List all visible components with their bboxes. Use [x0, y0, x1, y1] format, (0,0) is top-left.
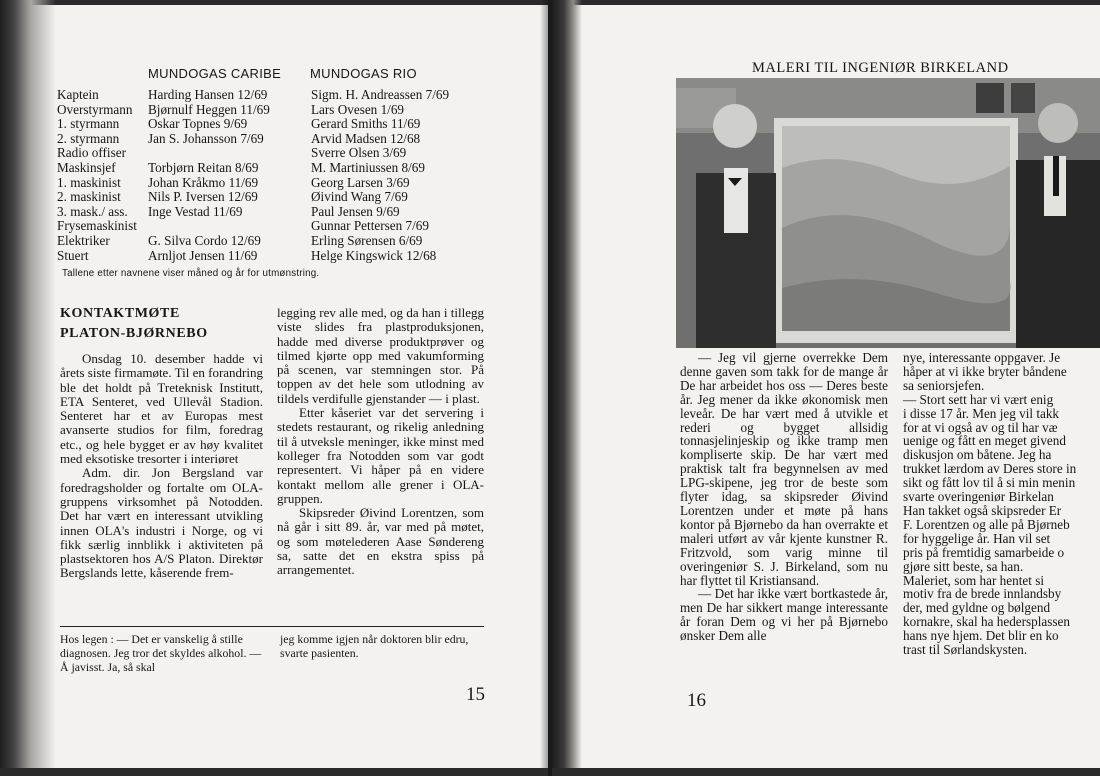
crew-member-caribe: Arnljot Jensen 11/69	[148, 247, 258, 263]
crew-caribe-column	[148, 88, 270, 263]
crew-member-rio: Georg Larsen 3/69	[311, 174, 410, 190]
joke-text-part2: jeg komme igjen når doktoren blir edru, svarte pasienten.	[280, 632, 469, 661]
article-paragraph: Adm. dir. Jon Bergsland var foredragsholder og fortalte om OLA-gruppens virksomhet på Notodden. Det har vært en interessant utvikling innen OLA's industri i Norge, og vi fikk særlig innblikk i aktiviteten på plastsektoren hos A/S Platon. Direktør Bergslands lette, kåserende frem-	[60, 465, 263, 581]
crew-role: 2. maskinist	[57, 189, 121, 205]
crew-member-caribe: Nils P. Iversen 12/69	[148, 189, 258, 205]
caption-line: hans nye hjem. Det blir en ko	[903, 628, 1059, 644]
caption-line: motiv fra de brede innlandsby	[903, 586, 1062, 602]
caption-line: diskusjon om båtene. Jeg ha	[903, 447, 1052, 463]
crew-member-caribe	[148, 146, 270, 161]
article-column-1	[60, 352, 263, 581]
caption-paragraph: — Det har ikke vært bortkastede år, men De har sikkert mange interessante år foran Dem og vi her på Bjørnebo ønsker Dem alle	[680, 586, 888, 644]
crew-member-caribe: G. Silva Cordo 12/69	[148, 232, 261, 248]
crew-role: Overstyrmann	[57, 101, 133, 117]
crew-role: Radio offiser	[57, 145, 126, 161]
scan-left-edge	[0, 0, 56, 776]
left-page	[0, 0, 548, 776]
scan-top-band	[0, 0, 548, 5]
crew-member-rio: Gunnar Pettersen 7/69	[311, 218, 429, 234]
crew-role: 3. mask./ ass.	[57, 203, 128, 219]
caption-line: sikt og fått lov til å si min menin	[903, 475, 1076, 491]
caption-line: — Stort sett har vi vært enig	[903, 391, 1054, 407]
caption-line: sa seniorsjefen.	[903, 377, 985, 393]
scan-bottom-band	[552, 768, 1100, 776]
crew-member-rio: Erling Sørensen 6/69	[311, 232, 423, 248]
caption-line: for hyggelige år. Han vil set	[903, 530, 1051, 546]
crew-role: Frysemaskinist	[57, 218, 137, 234]
scan-left-edge	[552, 0, 582, 776]
joke-text-part1: Hos legen : — Det er vanskelig å stille diagnosen. Jeg tror det skyldes alkohol. — Å javisst. Ja, så skal	[60, 632, 262, 675]
crew-role: Elektriker	[57, 232, 110, 248]
crew-member-rio: Øivind Wang 7/69	[311, 189, 408, 205]
crew-member-rio: Lars Ovesen 1/69	[311, 101, 405, 117]
caption-line: pris på fremtidig samarbeide o	[903, 544, 1065, 560]
article-paragraph: Etter kåseriet var det servering i stedets restaurant, og rikelig anledning til å utveksle meninger, ikke minst med kolleger fra Notodden som var godt representert. Vi håper på en videre kontakt mellom alle grener i OLA-gruppen.	[277, 405, 484, 506]
caption-line: der, med gyldne og bølgend	[903, 600, 1051, 616]
caption-line: Maleriet, som har hentet si	[903, 572, 1044, 588]
crew-member-rio: M. Martiniussen 8/69	[311, 159, 425, 175]
caption-line: trast til Sørlandskysten.	[903, 642, 1028, 658]
right-page	[552, 0, 1100, 776]
photo-image	[676, 78, 1100, 348]
caption-line: for at vi også av og til har væ	[903, 419, 1058, 435]
crew-member-caribe: Bjørnulf Heggen 11/69	[148, 101, 270, 117]
crew-heading-caribe: MUNDOGAS CARIBE	[148, 66, 282, 81]
crew-member-caribe	[148, 219, 270, 234]
crew-role: 1. styrmann	[57, 116, 120, 132]
crew-role: Kaptein	[57, 87, 99, 102]
caption-line: uenige og fått en meget givend	[903, 433, 1066, 449]
page-number: 15	[466, 684, 485, 705]
crew-footnote: Tallene etter navnene viser måned og år for utmønstring.	[62, 268, 320, 279]
caption-column-1	[680, 351, 888, 643]
crew-role: Stuert	[57, 247, 89, 263]
crew-rio-column	[311, 88, 449, 263]
caption-line: trukket lærdom av Deres store in	[903, 461, 1077, 477]
caption-line: i disse 17 år. Men jeg vil takk	[903, 405, 1060, 421]
caption-line: Han takket også skipsreder Er	[903, 502, 1062, 518]
divider-rule	[60, 626, 484, 627]
article-column-2	[277, 306, 484, 578]
caption-line: gjøre sitt beste, sa han.	[903, 558, 1024, 574]
crew-role: 1. maskinist	[57, 174, 121, 190]
crew-member-caribe: Jan S. Johansson 7/69	[148, 130, 264, 146]
crew-member-caribe: Oskar Topnes 9/69	[148, 116, 248, 132]
article-paragraph: Skipsreder Øivind Lorentzen, som nå går i sitt 89. år, var med på møtet, og som møtelederen Aase Søndereng sa, satte det en ekstra spiss på arrangementet.	[277, 505, 484, 578]
article-title-line1: KONTAKTMØTE	[60, 306, 180, 321]
spine-shadow	[540, 0, 548, 776]
crew-member-caribe: Johan Kråkmo 11/69	[148, 174, 259, 190]
caption-column-2	[903, 351, 1100, 657]
article-title: MALERI TIL INGENIØR BIRKELAND	[752, 60, 1009, 76]
article-paragraph: legging rev alle med, og da han i tillegg viste slides fra plastproduksjonen, hadde med diverse produktprøver og tilmed kjørte opp med vakumforming på scenen, var stemningen stor. På toppen av det hele som utlodning av tildels verdifulle gjenstander — i plast.	[277, 305, 484, 406]
photo-painting-presentation	[676, 78, 1100, 348]
crew-member-caribe: Torbjørn Reitan 8/69	[148, 159, 259, 175]
page-number: 16	[687, 690, 706, 711]
crew-member-rio: Sigm. H. Andreassen 7/69	[311, 87, 450, 102]
crew-member-rio: Arvid Madsen 12/68	[311, 130, 421, 146]
caption-line: håper at vi ikke bryter båndene	[903, 363, 1067, 379]
crew-roles-column	[57, 88, 137, 263]
crew-member-rio: Sverre Olsen 3/69	[311, 145, 407, 161]
crew-member-caribe: Inge Vestad 11/69	[148, 203, 243, 219]
scan-bottom-band	[0, 768, 548, 776]
scan-top-band	[552, 0, 1100, 5]
caption-line: kornakre, skal ha hedersplassen	[903, 614, 1070, 630]
crew-heading-rio: MUNDOGAS RIO	[310, 66, 417, 81]
crew-role: Maskinsjef	[57, 159, 116, 175]
article-paragraph: Onsdag 10. desember hadde vi årets siste firmamøte. Til en forandring ble det holdt på Treteknisk Institutt, ETA Senteret, ved Ullevål Stadion. Senteret har et av Europas mest avanserte studios for film, foredrag etc., og hele bygget er av høy kvalitet med eksotiske tresorter i interiøret	[60, 351, 263, 467]
crew-member-rio: Gerard Smiths 11/69	[311, 116, 421, 132]
article-title-line2: PLATON-BJØRNEBO	[60, 326, 208, 341]
crew-member-caribe: Harding Hansen 12/69	[148, 87, 268, 102]
caption-line: svarte overingeniør Birkelan	[903, 489, 1054, 505]
caption-line: nye, interessante oppgaver. Je	[903, 350, 1061, 365]
crew-member-rio: Paul Jensen 9/69	[311, 203, 400, 219]
crew-member-rio: Helge Kingswick 12/68	[311, 247, 437, 263]
crew-role: 2. styrmann	[57, 130, 120, 146]
caption-line: F. Lorentzen og alle på Bjørneb	[903, 516, 1070, 532]
caption-paragraph: — Jeg vil gjerne overrekke Dem denne gaven som takk for de mange år De har arbeidet hos oss — Deres beste år. Jeg mener da ikke økonomisk men leveår. De har vært med å utvikle et rederi og bygget allsidig tonnasjelinjeskip og ikke tramp men kompliserte skip. De har vært med praktisk talt fra begynnelsen av med LPG-skipene, jeg tror de beste som flyter idag, sa skipsreder Øivind Lorentzen under et møte på hans kontor på Bjørnebo da han overrakte et maleri utført av vår kjente kunstner R. Fritzvold, som varig minne til overingeniør S. J. Birkeland, som nu har flyttet til Kristiansand.	[680, 350, 888, 588]
